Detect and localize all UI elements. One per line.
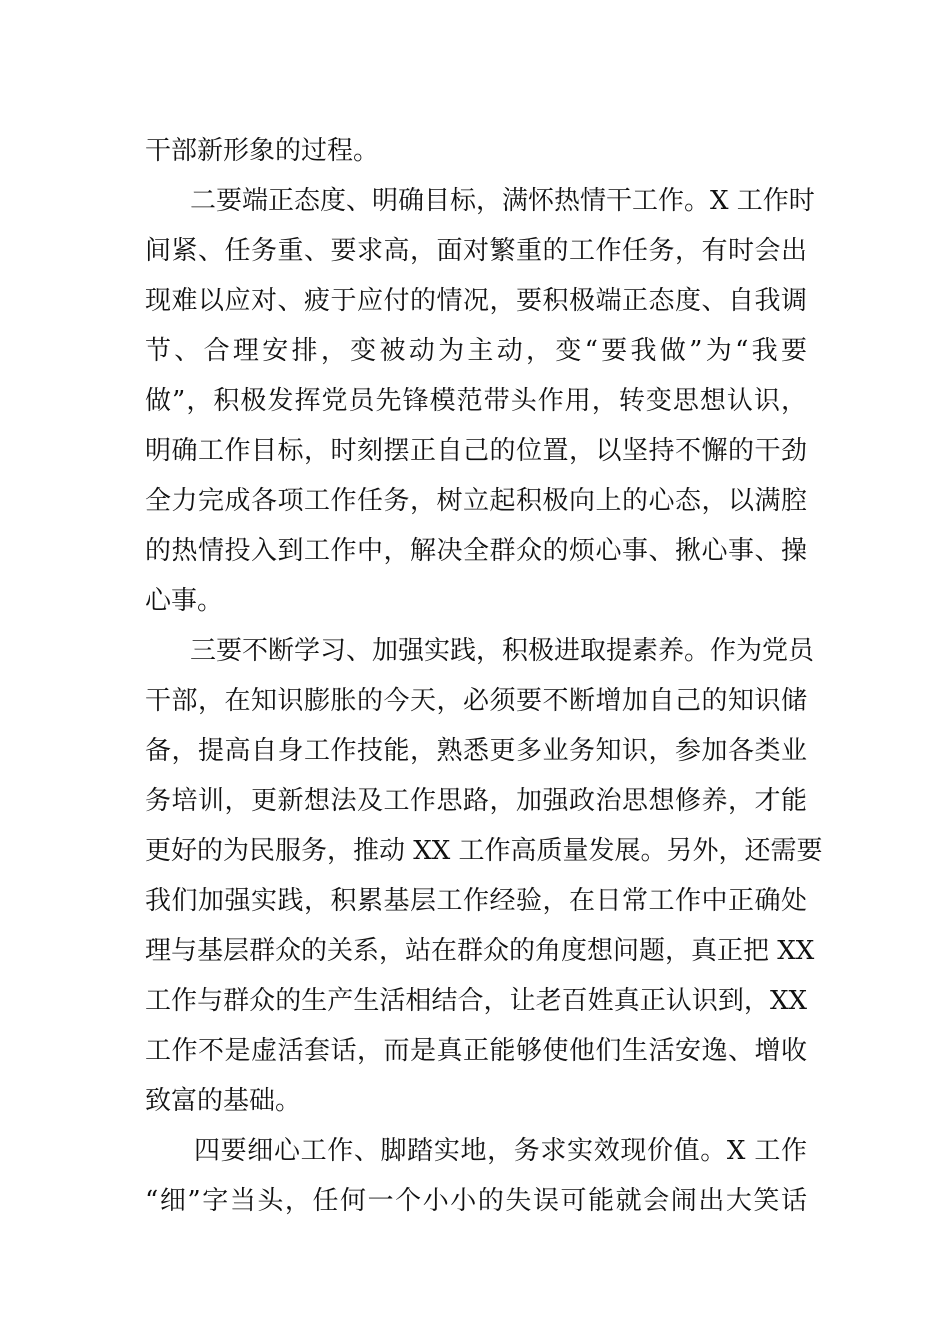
text-line: 致富的基础。 [145, 1086, 302, 1116]
text-line: 的热情投入到工作中，解决全群众的烦心事、揪心事、操 [145, 536, 807, 566]
paragraph-start-line: 四要细心工作、脚踏实地，务求实效现价值。X 工作 [194, 1136, 807, 1166]
text-line: 做”，积极发挥党员先锋模范带头作用，转变思想认识， [145, 386, 807, 416]
text-line: 工作与群众的生产生活相结合，让老百姓真正认识到，XX [145, 986, 807, 1016]
text-line: 全力完成各项工作任务，树立起积极向上的心态，以满腔 [145, 486, 807, 516]
paragraph-start-line: 二要端正态度、明确目标，满怀热情干工作。X 工作时 [190, 186, 815, 216]
text-line: “细”字当头，任何一个小小的失误可能就会闹出大笑话 [145, 1186, 807, 1216]
text-line: 心事。 [145, 586, 224, 616]
text-line: 间紧、任务重、要求高，面对繁重的工作任务，有时会出 [145, 236, 807, 266]
text-line: 干部，在知识膨胀的今天，必须要不断增加自己的知识储 [145, 686, 807, 716]
text-line: 我们加强实践，积累基层工作经验，在日常工作中正确处 [145, 886, 807, 916]
text-line: 工作不是虚活套话，而是真正能够使他们生活安逸、增收 [145, 1036, 807, 1066]
text-line: 现难以应对、疲于应付的情况，要积极端正态度、自我调 [145, 286, 807, 316]
text-line: 更好的为民服务，推动 XX 工作高质量发展。另外，还需要 [145, 836, 823, 866]
text-line: 务培训，更新想法及工作思路，加强政治思想修养，才能 [145, 786, 807, 816]
text-line: 理与基层群众的关系，站在群众的角度想问题，真正把 XX [145, 936, 815, 966]
text-line: 节、合理安排，变被动为主动，变“要我做”为“我要 [145, 336, 807, 366]
text-line: 明确工作目标，时刻摆正自己的位置，以坚持不懈的干劲 [145, 436, 807, 466]
paragraph-start-line: 三要不断学习、加强实践，积极进取提素养。作为党员 [190, 636, 815, 666]
text-line: 干部新形象的过程。 [145, 136, 380, 166]
text-line: 备，提高自身工作技能，熟悉更多业务知识，参加各类业 [145, 736, 807, 766]
